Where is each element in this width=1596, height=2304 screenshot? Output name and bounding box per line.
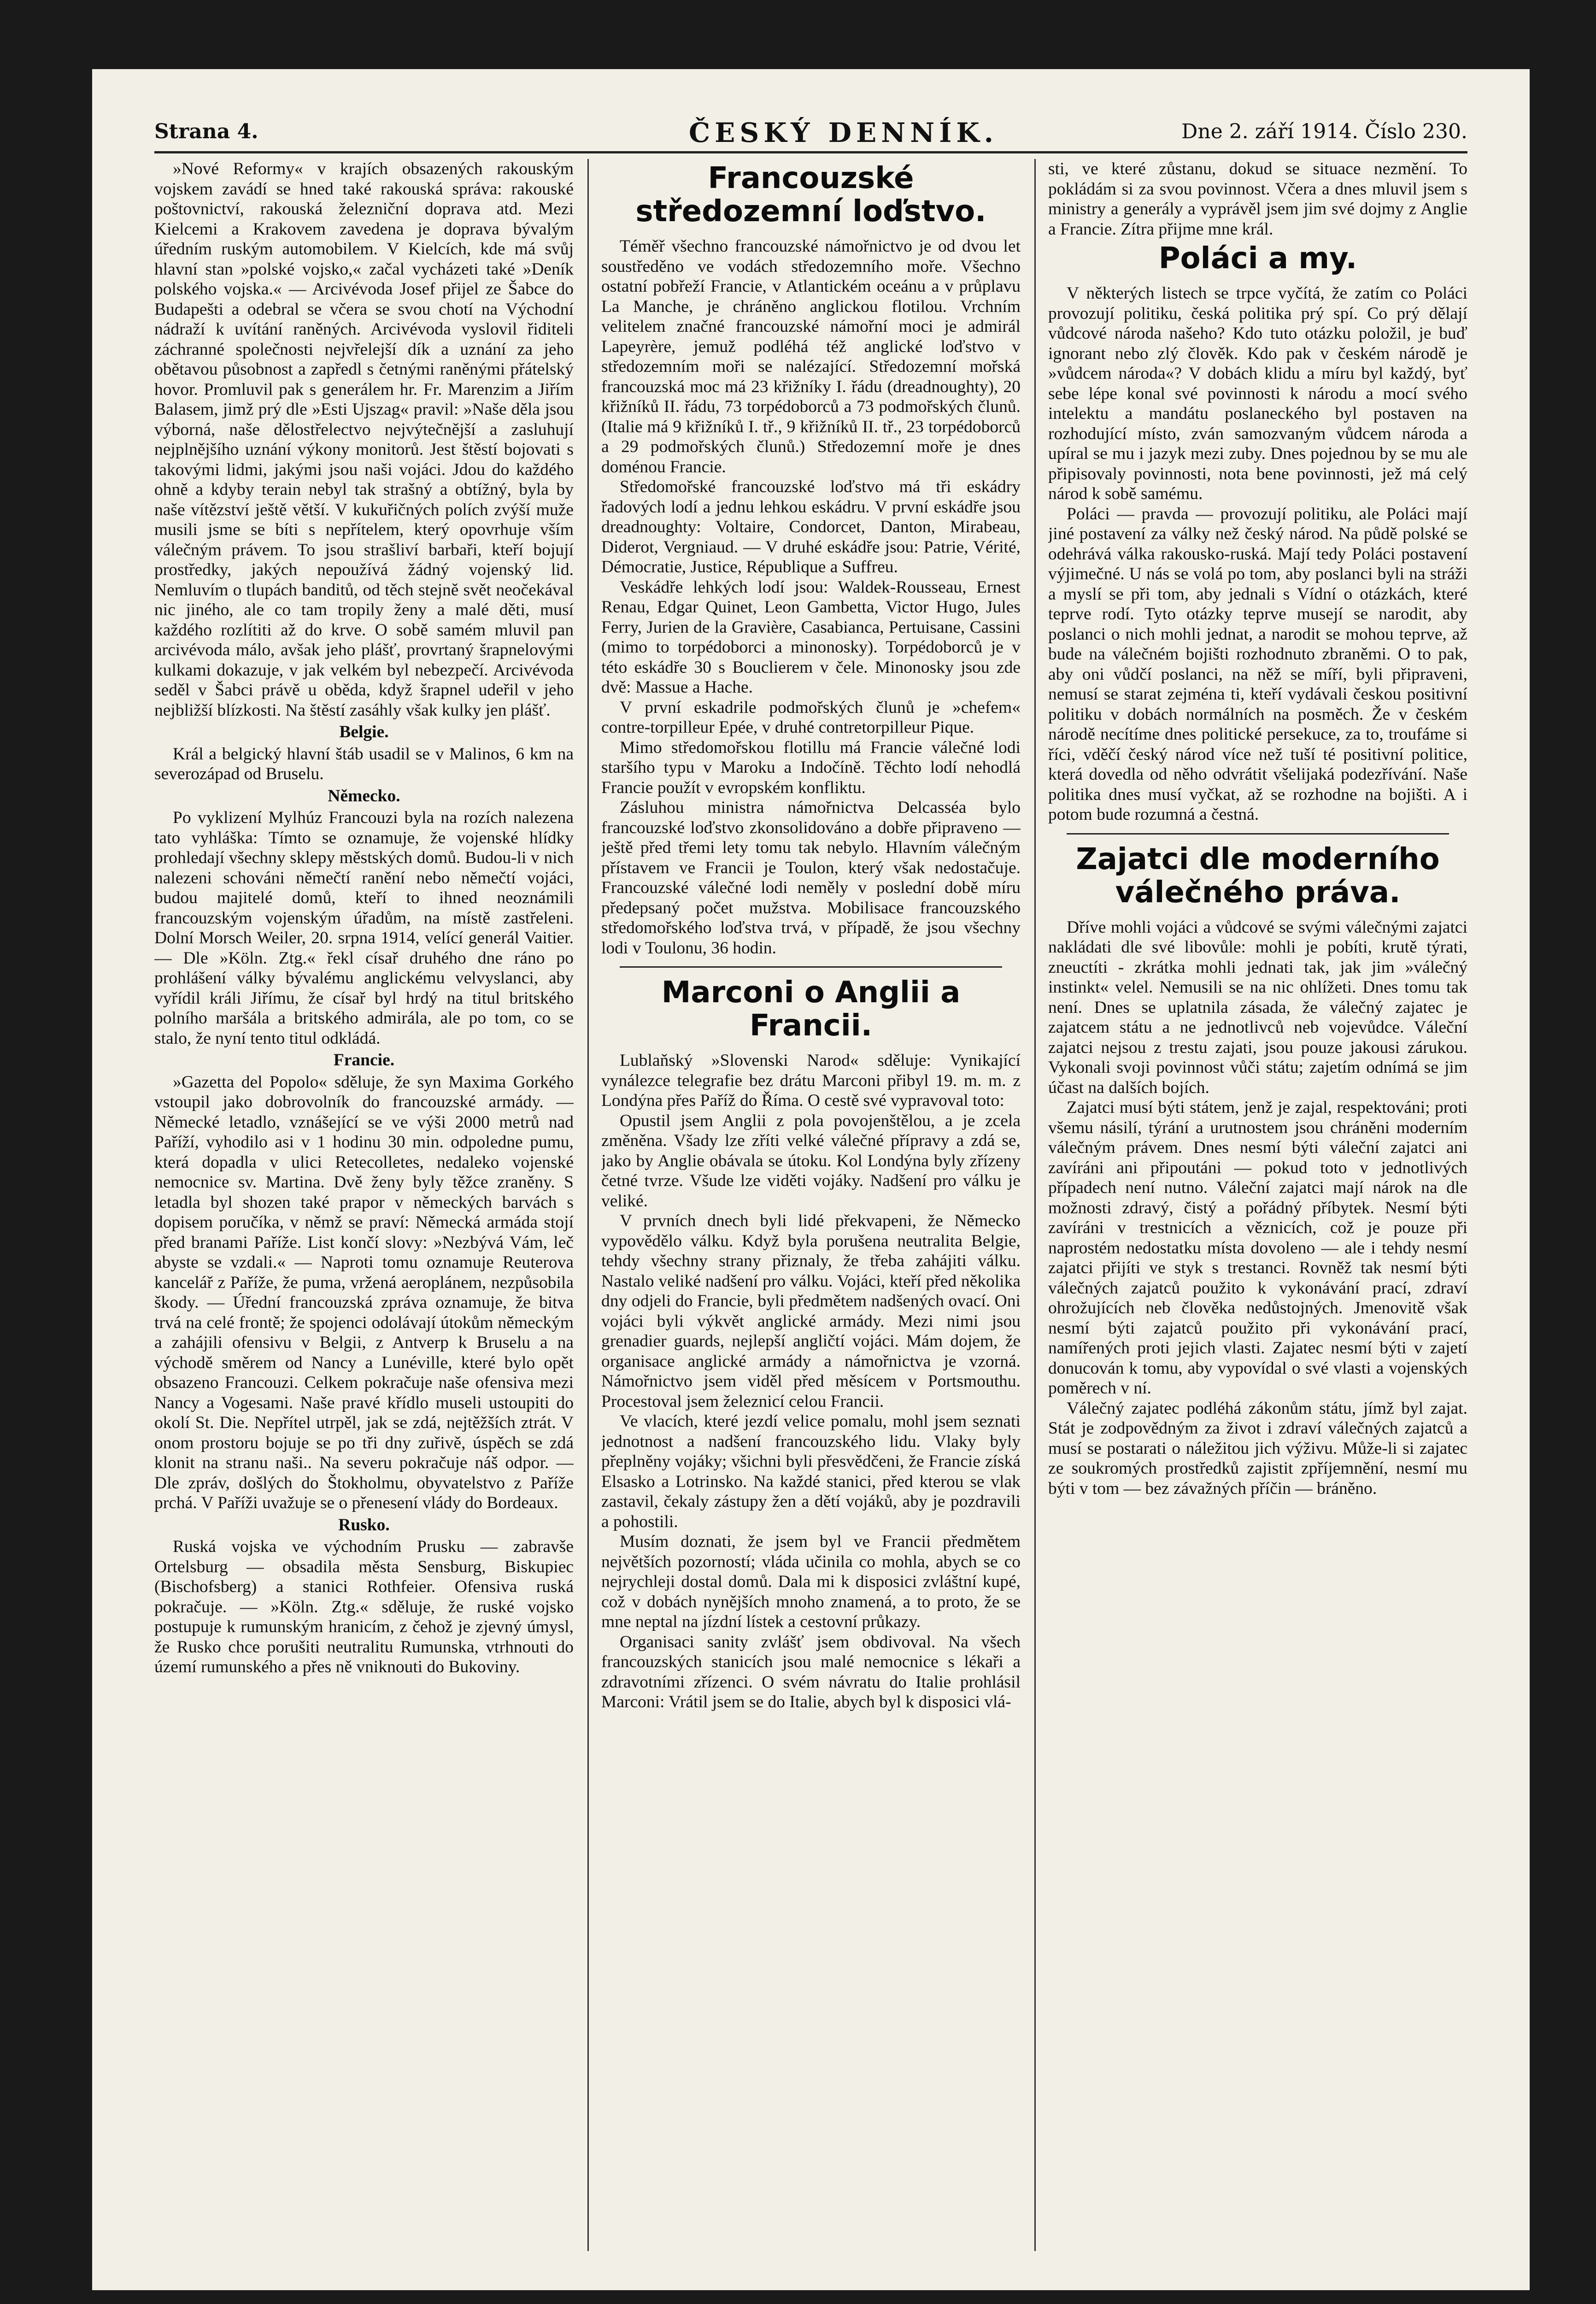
headline-zajatci: Zajatci dle moderního válečného práva. (1076, 842, 1440, 910)
newspaper-page (92, 69, 1530, 2290)
column-3 (1048, 159, 1467, 2251)
date-issue: Dne 2. září 1914. Číslo 230. (1181, 120, 1467, 143)
paragraph: sti, ve které zůstanu, dokud se situace nezmění. To pokládám si za svou povinnost. Včera a dnes mluvil jsem s ministry a generály a vyprávěl jsem jim své dojmy z Anglie a Francie. Zítra přijme mne král. (1048, 159, 1467, 239)
article-separator (620, 966, 1002, 968)
paragraph: Dříve mohli vojáci a vůdcové se svými válečnými zajatci nakládati dle své libovůle: mohli je pobíti, krutě týrati, zneuctíti - zkrátka mohli jednati tak, jak jim »válečný instinkt« velel. Nemusili se na nic ohlížeti. Dnes tomu tak není. Dnes se uplatnila zásada, že válečný zajatec je zajatcem státu a ne jednotlivců neb vojevůdce. Váleční zajatci nejsou z trestu zajati, jsou pouze jakousi zárukou. Vykonali svoji povinnost vůči státu; zajetím odnímá se jim účast na dalších bojích. (1048, 917, 1467, 1097)
column-divider (1034, 159, 1036, 2251)
paragraph: Středomořské francouzské loďstvo má tři eskádry řadových lodí a jednu lehkou eskádru. V první eskádře jsou dreadnoughty: Voltaire, Condorcet, Danton, Mirabeau, Diderot, Vergniaud. — V druhé eskádře jsou: Patrie, Vérité, Démocratie, Justice, République a Suffreu. (601, 477, 1021, 576)
column-divider (587, 159, 589, 2251)
paragraph: Zajatci musí býti státem, jenž je zajal, respektováni; proti všemu násilí, týrání a urutnostem jsou chráněni moderním válečným právem. Dnes nesmí býti váleční zajatci ani zavíráni ani připoutáni — pokud toto v jednotlivých případech není nutno. Váleční zajatci mají nárok na dle možnosti zdravý, čistý a pořádný příbytek. Nesmí býti zavíráni v trestnicích a věznicích, což je pouze při naprostém nedostatku místa dovoleno — ale i tehdy nesmí zajatci přijíti ve styk s trestanci. Rovněž tak nesmí býti válečných zajatců použito k vykonávání prací, zdraví ohrožujících neb člověka nedůstojných. Jmenovitě však nesmí býti zajatců použito při vykonávání prací, namířených proti jejich vlasti. Zajatec nesmí býti v zajetí donucován k tomu, aby vypovídal o své vlasti a vojenských poměrech v ní. (1048, 1098, 1467, 1398)
masthead-title: ČESKÝ DENNÍK. (689, 117, 998, 148)
paragraph: Organisaci sanity zvlášť jsem obdivoval. Na všech francouzských stanicích jsou malé nemocnice s lékaři a zdravotními zřízenci. O svém návratu do Italie prohlásil Marconi: Vrátil jsem se do Italie, abych byl k disposici vlá- (601, 1632, 1021, 1711)
page-header (154, 117, 1467, 152)
paragraph: Musím doznati, že jsem byl ve Francii předmětem největších pozorností; vláda učinila co mohla, abych se co nejrychleji dostal domů. Dala mi k disposici zvláštní kupé, což v dobách nynějších mnoho znamená, a to proto, že se mne neptal na jízdní lístek a cestovní průkazy. (601, 1532, 1021, 1631)
paragraph: V první eskadrile podmořských člunů je »chefem« contre-torpilleur Epée, v druhé contretorpilleur Pique. (601, 698, 1021, 737)
article-separator (1067, 833, 1449, 835)
paragraph: Zásluhou ministra námořnictva Delcasséa bylo francouzské loďstvo zkonsolidováno a dobře připraveno — ještě před třemi lety tomu tak nebylo. Hlavním válečným přístavem ve Francii je Toulon, který však nedostačuje. Francouzské válečné lodi neměly v poslední době míru předepsaný počet mužstva. Mobilisace francouzského středomořského loďstva trvá, v případě, že jsou všechny lodi v Toulonu, 36 hodin. (601, 798, 1021, 958)
paragraph: Poláci — pravda — provozují politiku, ale Poláci mají jiné postavení za války než český národ. Na půdě polské se odehrává válka rakousko-ruská. Mají tedy Poláci postavení výjimečné. U nás se volá po tom, aby poslanci byli na stráži a myslí se při tom, aby jednali s Vídní o otázkách, které teprve rodí. Tyto otázky teprve musejí se narodit, aby poslanci o nich mohli jednat, a narodit se mohou teprve, až bude na válečném bojišti rozhodnuto zbraněmi. O to pak, aby oni vůdčí poslanci, na něž se míří, byli připraveni, nemusí se starat zejména ti, kteří vydávali českou positivní politiku v dobách normálních na posměch. Že v českém národě necítíme dnes politické persekuce, za to, troufáme si říci, vděčí český národ více než tuší té positivní politice, která dovedla od něho odvrátit všelijaká podezřívání. Naše politika dnes musí vyčkat, až se rozhodne na bojišti. A i potom bude rozumná a čestná. (1048, 504, 1467, 824)
paragraph: Mimo středomořskou flotillu má Francie válečné lodi staršího typu v Maroku a Indočíně. Těchto lodí nehodlá Francie použít v evropském konfliktu. (601, 738, 1021, 797)
section-title-nemecko: Německo. (328, 786, 400, 805)
paragraph: Válečný zajatec podléhá zákonům státu, jímž byl zajat. Stát je zodpovědným za život i zdraví válečných zajatců a musí se postarati o náležitou jich výživu. Může-li si zajatec ze soukromých prostředků zajistit zpříjemnění, nesmí mu býti v tom — bez závažných příčin — bráněno. (1048, 1399, 1467, 1498)
paragraph: Ve vlacích, které jezdí velice pomalu, mohl jsem seznati jednotnost a nadšení francouzského lidu. Vlaky byly přeplněny vojáky; všichni byli přesvědčeni, že Francie získá Elsasko a Lotrinsko. Na každé stanici, před kterou se vlak zastavil, čekaly zástupy žen a dětí vojáků, aby je pozdravili a pohostili. (601, 1412, 1021, 1531)
article-belgie: Král a belgický hlavní štáb usadil se v Malinos, 6 km na severozápad od Bruselu. (154, 744, 574, 783)
article-intro: »Nové Reformy« v krajích obsazených rakouským vojskem zavádí se hned také rakouská správa: rakouské poštovnictví, rakouská železniční doprava atd. Mezi Kielcemi a Krakovem zavedena je doprava bývalým úředním ruským automobilem. V Kielcích, kde má svůj hlavní stan »polské vojsko,« začal vycházeti také »Deník polského vojska.« — Arcivévoda Josef přijel ze Šabce do Budapešti a odebral se včera se svou chotí na Východní nádraží k uvítání raněných. Arcivévoda vyslovil řiditeli záchranné společnosti nejvřelejší dík a uznání za jeho obětavou působnost a zapředl s četnými raněnými přátelský hovor. Promluvil pak s generálem hr. Fr. Marenzim a Jiřím Balasem, jimž prý dle »Esti Ujszag« pravil: »Naše děla jsou výborná, naše dělostřelectvo nejvýtečnější a zasluhují nejplnějšího uznání výkony monitorů. Jest štěstí bojovati s takovými lidmi, jakými jsou naši vojáci. Jdou do každého ohně a kdyby terain nebyl tak strašný a obtížný, byla by naše vítězství ještě větší. V kukuřičných polích zvýší muže musili jsme se bíti s nepřítelem, který opovrhuje vším válečným právem. To jsou strašliví barbaři, kteří bojují prostředky, jakých nepoužívá žádný vojenský lid. Nemluvím o tlupách banditů, od těch stejně svět neočekával nic jiného, ale co tam tropily ženy a malé děti, musí každého rozlítiti až do krve. O sobě samém mluvil pan arcivévoda málo, avšak jeho plášť, provrtaný šrapnelovými kulkami dokazuje, v jak velkém byl nebezpečí. Arcivévoda seděl v Šabci právě u oběda, když šrapnel udeřil v jeho nejbližší blízkosti. Na štěstí zasáhly však kulky jen plášť. (154, 159, 574, 720)
paragraph: Lublaňský »Slovenski Narod« sděluje: Vynikající vynálezce telegrafie bez drátu Marconi přibyl 19. m. m. z Londýna přes Paříž do Říma. O cestě své vypravoval toto: (601, 1051, 1021, 1110)
header-rule (154, 151, 1467, 153)
section-title-francie: Francie. (333, 1051, 395, 1070)
headline-marconi: Marconi o Anglii a Francii. (661, 976, 961, 1043)
paragraph: Opustil jsem Anglii z pola povojenštělou, a je zcela změněna. Všady lze zříti velké válečné přípravy a zdá se, jako by Anglie obávala se útoku. Kol Londýna byly zřízeny četné tvrze. Všude lze viděti vojáky. Nadšení pro válku je veliké. (601, 1111, 1021, 1211)
page-number: Strana 4. (154, 120, 258, 143)
paragraph: Téměř všechno francouzské námořnictvo je od dvou let soustředěno ve vodách středozemního moře. Všechno ostatní pobřeží Francie, v Atlantickém oceánu a v průplavu La Manche, je chráněno anglickou flotilou. Vrchním velitelem značné francouzské námořní moci je admirál Lapeyrère, jemuž podléhá též anglické loďstvo v středozemním moři se nalézající. Středozemní mořská francouzská moc má 23 křižníky I. řádu (dreadnoughty), 20 křižníků II. řádu, 73 torpédoborců a 73 podmořských člunů. (Italie má 9 křižníků I. tř., 9 křižníků II. tř., 23 torpédoborců a 29 podmořských člunů.) Středozemní moře je dnes doménou Francie. (601, 237, 1021, 476)
paragraph: Veskádře lehkých lodí jsou: Waldek-Rousseau, Ernest Renau, Edgar Quinet, Leon Gambetta, Victor Hugo, Jules Ferry, Jurien de la Gravière, Casabianca, Pertuisane, Cassini (mimo to torpédoborci a minonosky). Torpédoborců je v této eskádře 30 s Bouclierem v čele. Minonosky jsou zde dvě: Massue a Hache. (601, 577, 1021, 697)
headline-fleet: Francouzské středozemní loďstvo. (635, 161, 986, 229)
section-title-belgie: Belgie. (339, 723, 389, 741)
article-rusko: Ruská vojska ve východním Prusku — zabravše Ortelsburg — obsadila města Sensburg, Biskupiec (Bischofsberg) a stanici Rothfeier. Ofensiva ruská pokračuje. — »Köln. Ztg.« sděluje, že ruské vojsko postupuje k rumunským hranicím, z čehož je zjevný úmysl, že Rusko chce porušiti neutralitu Rumunska, vtrhnouti do území rumunského a přes ně vniknouti do Bukoviny. (154, 1537, 574, 1676)
column-2 (601, 159, 1021, 2251)
headline-polaci: Poláci a my. (1158, 241, 1357, 276)
paragraph: V prvních dnech byli lidé překvapeni, že Německo vypovědělo válku. Když byla porušena neutralita Belgie, tehdy všechny strany přiznaly, že třeba zahájiti válku. Nastalo veliké nadšení pro válku. Vojáci, kteří před několika dny odjeli do Francie, byli předmětem nadšených ovací. Oni vojáci byli výkvět anglické armády. Mezi nimi jsou grenadier guards, nejlepší angličtí vojáci. Mám dojem, že organisace anglické armády a námořnictva je vzorná. Námořnictvo jsem viděl před měsícem v Portsmouthu. Procestoval jsem železnicí celou Francii. (601, 1211, 1021, 1411)
column-1 (154, 159, 574, 2251)
article-nemecko: Po vyklizení Mylhúz Francouzi byla na rozích nalezena tato vyhláška: Tímto se oznamuje, že vojenské hlídky prohledají všechny sklepy městských domů. Budou-li v nich nalezeni schováni němečtí ranění nebo němečtí vojáci, budou majitelé domů, kteří to ihned neoznámili francouzským vojenským úřadům, na místě zastřeleni. Dolní Morsch Weiler, 20. srpna 1914, velící generál Vaitier. — Dle »Köln. Ztg.« řekl císař druhého dne ráno po prohlášení války bývalému anglickému velvyslanci, aby vyřídil králi Jiřímu, že císař byl hrdý na titul britského polního maršála a britského admirála, ale po tom, co se stalo, že nyní tento titul odkládá. (154, 808, 574, 1048)
paragraph: V některých listech se trpce vyčítá, že zatím co Poláci provozují politiku, česká politika prý spí. Co prý dělají vůdcové národa našeho? Kdo tuto otázku položil, je buď ignorant nebo zlý člověk. Kdo pak v českém národě je »vůdcem národa«? V dobách klidu a míru byl každý, byť sebe lépe konal své povinnosti k národu a mocí svého intelektu a mandátu poslaneckého byl postaven na rozhodující místo, zván samozvaným vůdcem národa a upíral se mu i jazyk mezi zuby. Dnes pojednou by se mu ale připisovaly povinnosti, nota bene povinnosti, jež má celý národ k sobě samému. (1048, 284, 1467, 503)
section-title-rusko: Rusko. (338, 1515, 390, 1534)
article-francie: »Gazetta del Popolo« sděluje, že syn Maxima Gorkého vstoupil jako dobrovolník do francouzské armády. — Německé letadlo, vznášející se ve výši 2000 metrů nad Paříží, vyhodilo asi v 1 hodinu 30 min. odpoledne pumu, která dopadla v ulici Retecolletes, nedaleko vojenské nemocnice sv. Martina. Dvě ženy byly těžce zraněny. S letadla byl shozen také prapor v německých barvách s dopisem poručíka, v němž se praví: Německá armáda stojí před branami Paříže. List končí slovy: »Nezbývá Vám, leč abyste se vzdali.« — Naproti tomu oznamuje Reuterova kancelář z Paříže, že puma, vržená aeroplánem, nezpůsobila škody. — Úřední francouzská zpráva oznamuje, že bitva trvá na celé frontě; že spojenci odolávají útokům německým a zahájili ofensivu v Belgii, z Antverp k Bruselu a na východě směrem od Nancy a Lunéville, které bylo opět obsazeno Francouzi. Celkem pokračuje naše ofensiva mezi Nancy a Vogesami. Naše pravé křídlo museli ustoupiti do okolí St. Die. Nepřítel utrpěl, jak se zdá, nejtěžších ztrát. V onom prostoru bojuje se po tři dny zuřivě, úspěch se zdá klonit na stranu naši.. Na severu pokračuje náš odpor. — Dle zpráv, došlých do Štokholmu, obyvatelstvo z Paříže prchá. V Paříži uvažuje se o přenesení vlády do Bordeaux. (154, 1072, 574, 1512)
